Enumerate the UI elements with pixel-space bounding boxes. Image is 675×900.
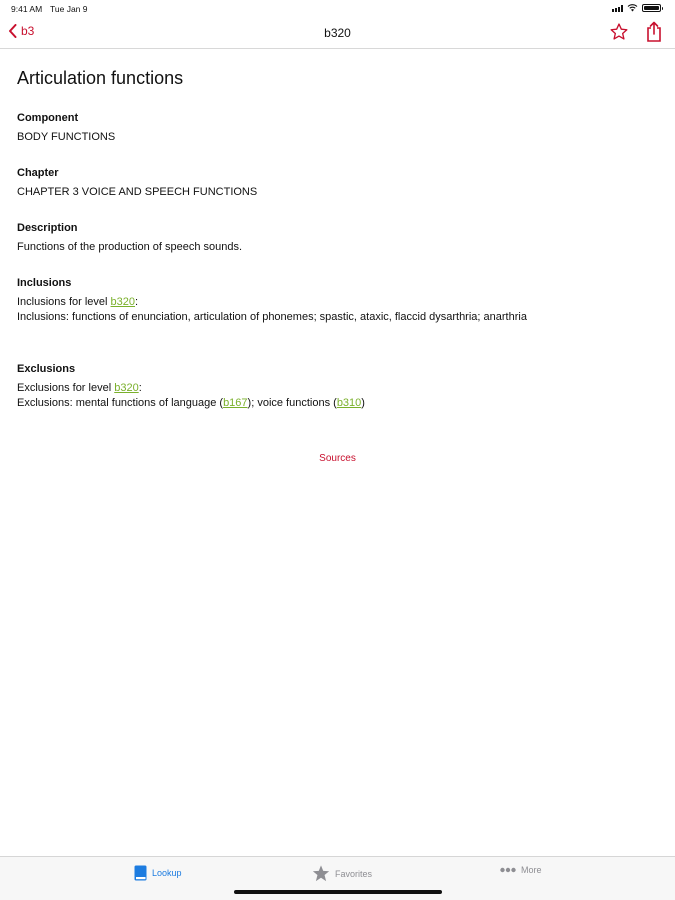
tab-more[interactable]: [500, 865, 542, 875]
tab-more-label: More: [521, 865, 542, 875]
status-date: Tue Jan 9: [50, 4, 88, 14]
exclusions-text-prefix: Exclusions: mental functions of language (: [17, 397, 224, 409]
tab-favorites[interactable]: [312, 865, 372, 882]
inclusions-body: [17, 295, 658, 325]
share-icon[interactable]: [644, 21, 664, 43]
tab-lookup-label: Lookup: [152, 868, 182, 878]
exclusion-link-b310[interactable]: b310: [336, 397, 362, 409]
chapter-section: [17, 167, 658, 200]
inclusions-label: Inclusions: [17, 277, 72, 289]
inclusions-level-line: [17, 295, 658, 310]
exclusions-level-prefix: Exclusions for level: [17, 382, 115, 394]
inclusions-level-suffix: :: [135, 296, 139, 308]
inclusions-section: [17, 277, 658, 325]
page-title: Articulation functions: [17, 68, 184, 88]
ellipsis-icon: [500, 867, 516, 873]
star-icon: [312, 865, 330, 882]
description-value: Functions of the production of speech sounds.: [17, 241, 243, 253]
sources-link[interactable]: Sources: [319, 453, 356, 464]
article-content: [17, 50, 658, 411]
battery-level: [644, 6, 659, 10]
book-icon: [134, 865, 147, 881]
inclusions-level-link[interactable]: b320: [110, 296, 136, 308]
tab-lookup[interactable]: [134, 865, 182, 881]
exclusion-link-b167[interactable]: b167: [223, 397, 248, 409]
description-label: Description: [17, 222, 78, 234]
battery-icon: [642, 4, 661, 12]
status-icons: [612, 4, 661, 12]
nav-title: b320: [324, 26, 351, 40]
component-section: [17, 112, 658, 145]
status-bar: [0, 0, 675, 18]
exclusions-label: Exclusions: [17, 363, 76, 375]
exclusions-level-link[interactable]: b320: [114, 382, 139, 394]
chapter-label: Chapter: [17, 167, 59, 179]
exclusions-text: [17, 396, 658, 411]
component-label: Component: [17, 112, 79, 124]
chapter-value: CHAPTER 3 VOICE AND SPEECH FUNCTIONS: [17, 186, 258, 198]
exclusions-level-line: [17, 381, 658, 396]
exclusions-text-middle: ); voice functions (: [247, 397, 337, 409]
cellular-signal-icon: [612, 5, 623, 12]
component-value: BODY FUNCTIONS: [17, 131, 116, 143]
back-button-label: b3: [21, 24, 35, 38]
inclusions-level-prefix: Inclusions for level: [17, 296, 111, 308]
description-section: [17, 222, 658, 255]
navigation-bar: [0, 18, 675, 49]
home-indicator: [234, 890, 442, 894]
exclusions-section: [17, 363, 658, 411]
tab-favorites-label: Favorites: [335, 868, 373, 879]
inclusions-text: Inclusions: functions of enunciation, articulation of phonemes; spastic, ataxic, flaccid dysarthria; anarthria: [17, 311, 527, 323]
exclusions-level-suffix: :: [138, 382, 142, 394]
exclusions-body: [17, 381, 658, 411]
exclusions-text-suffix: ): [361, 397, 365, 409]
status-time: 9:41 AM: [11, 4, 43, 14]
favorite-star-icon[interactable]: [609, 22, 629, 42]
wifi-icon: [627, 4, 638, 12]
